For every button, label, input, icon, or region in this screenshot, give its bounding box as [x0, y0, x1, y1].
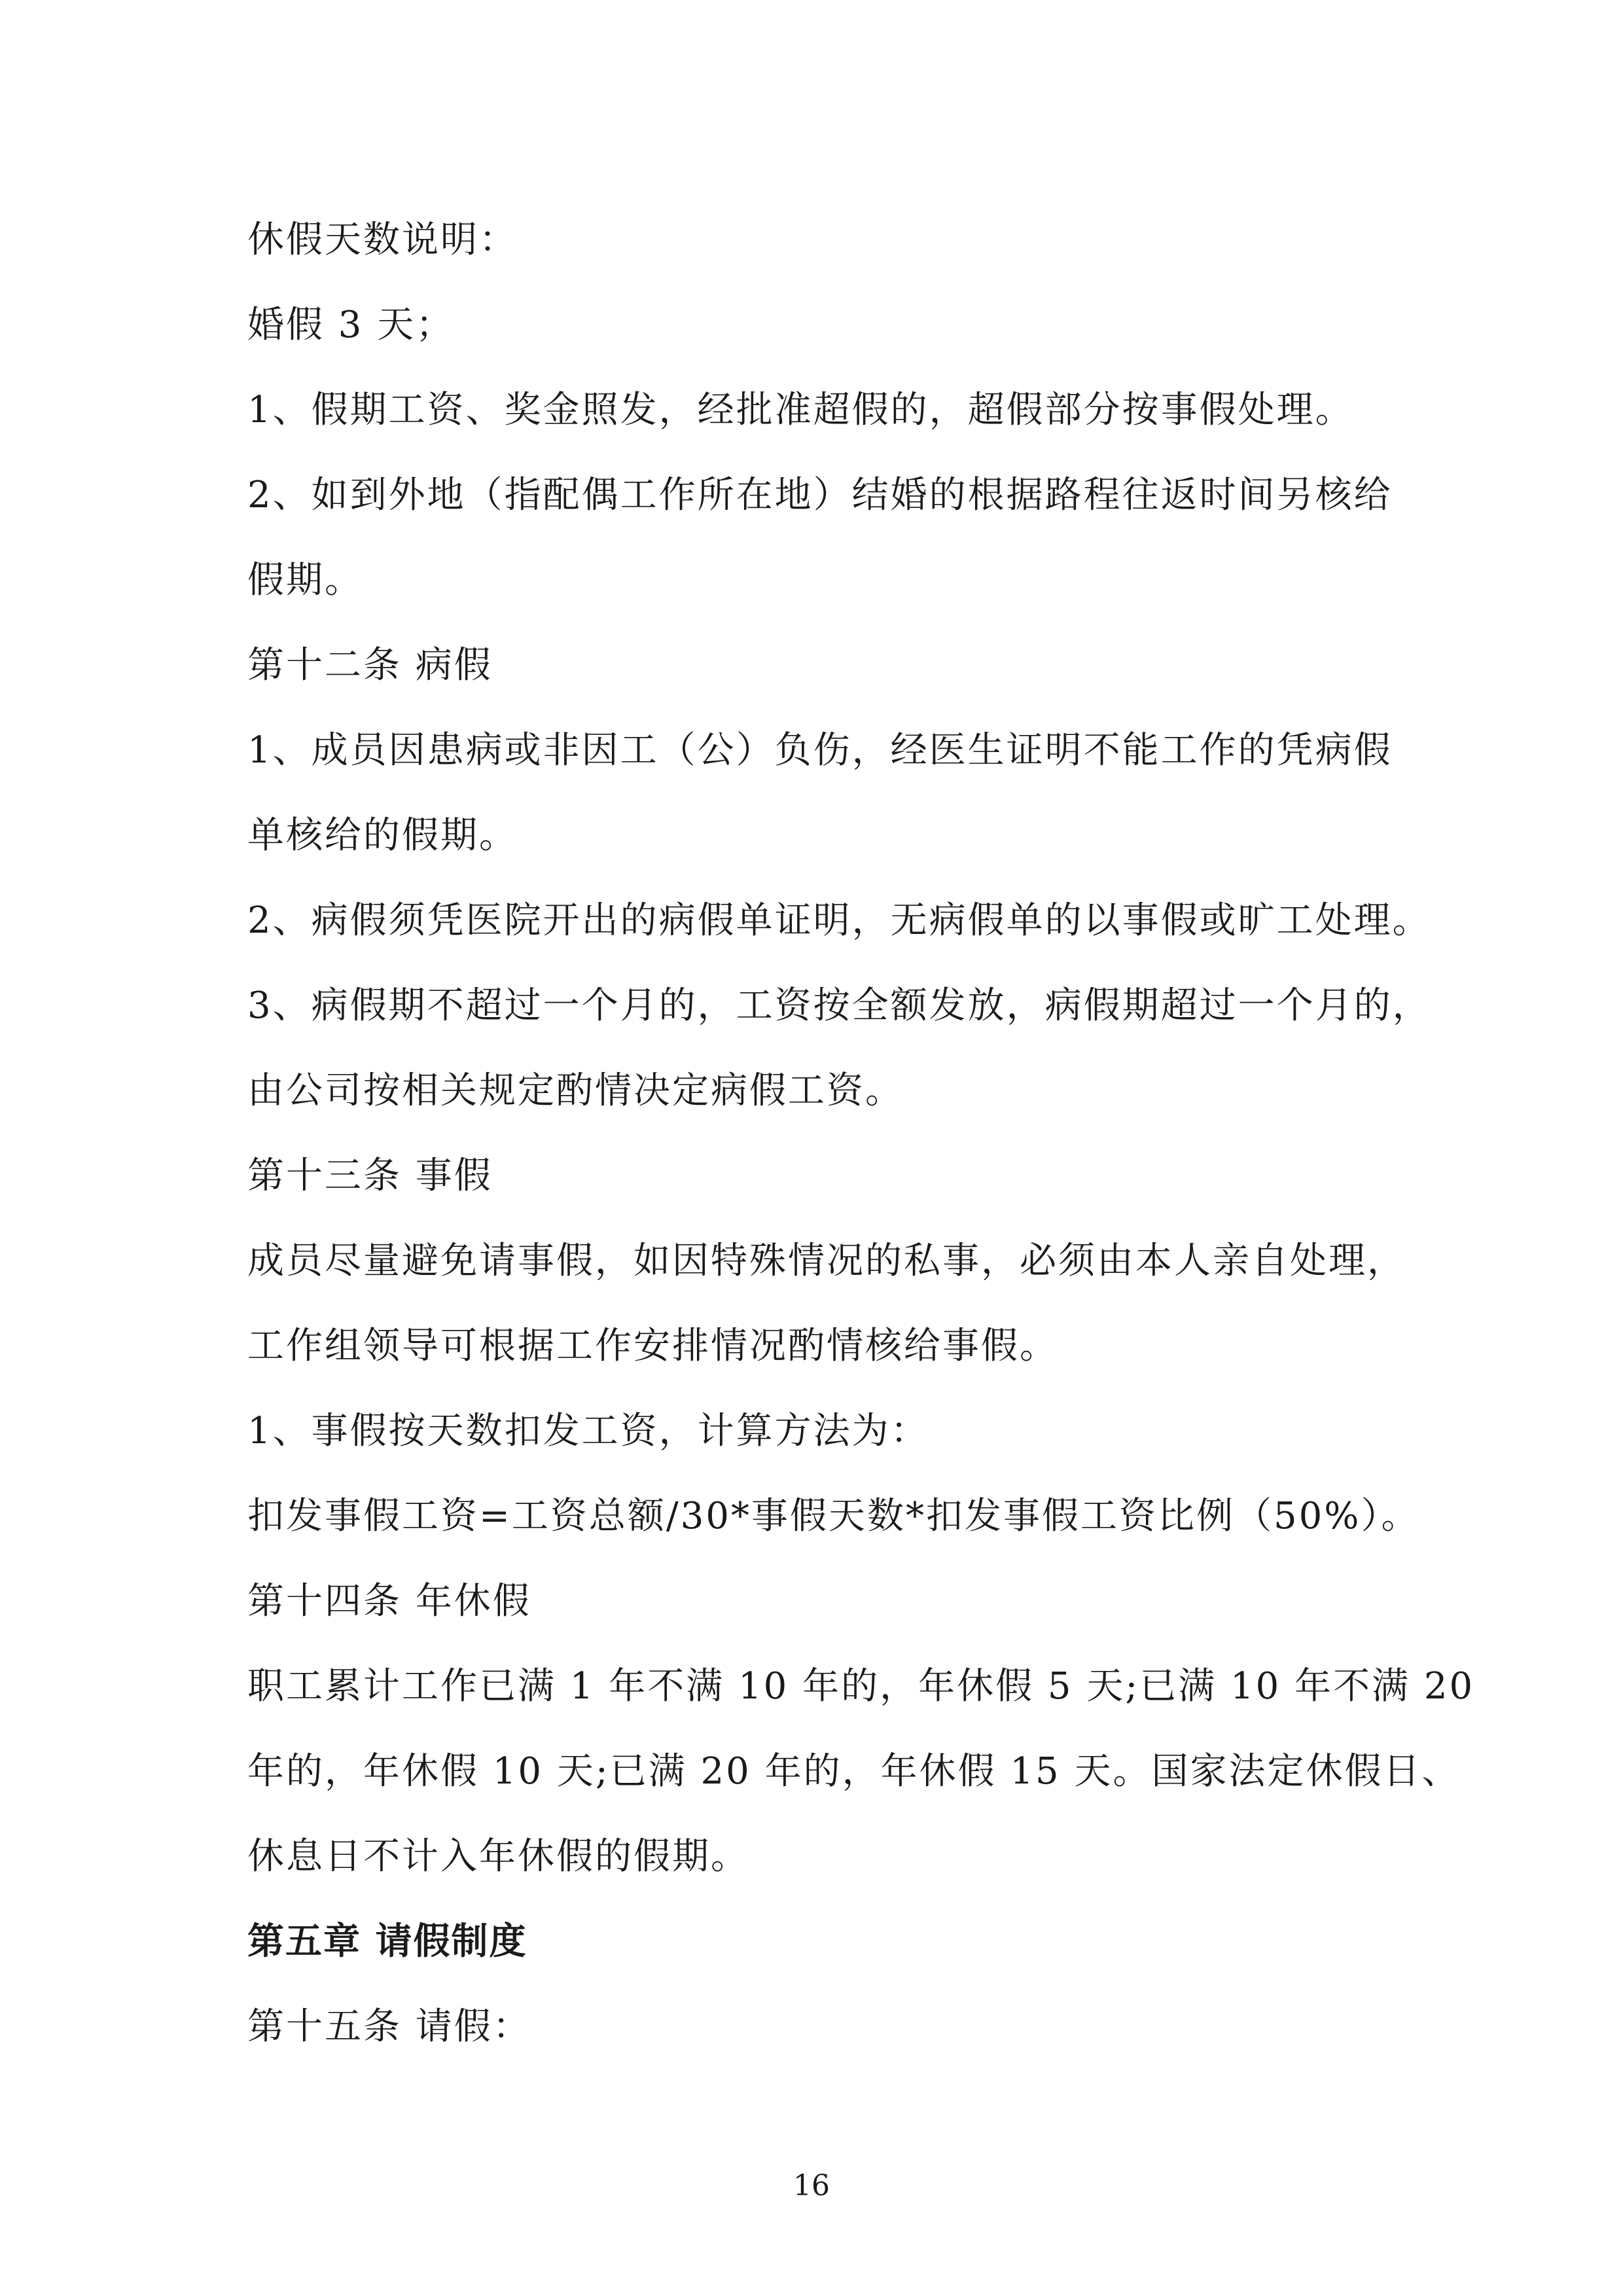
text-line: 年的，年休假 10 天;已满 20 年的，年休假 15 天。国家法定休假日、 — [247, 1750, 1461, 1793]
chapter-heading: 第五章 请假制度 — [247, 1920, 527, 1963]
text-line: 单核给的假期。 — [247, 814, 518, 857]
text-line: 由公司按相关规定酌情决定病假工资。 — [247, 1069, 904, 1112]
text-line: 婚假 3 天； — [247, 304, 455, 346]
formula-line: 扣发事假工资=工资总额/30*事假天数*扣发事假工资比例（50%）。 — [247, 1495, 1420, 1537]
section-article-12: 第十二条 病假 — [247, 644, 493, 687]
text-line: 成员尽量避免请事假，如因特殊情况的私事，必须由本人亲自处理， — [247, 1240, 1406, 1282]
text-line: 休息日不计入年休假的假期。 — [247, 1835, 749, 1878]
section-article-15: 第十五条 请假： — [247, 2005, 531, 2048]
text-line: 2、病假须凭医院开出的病假单证明，无病假单的以事假或旷工处理。 — [247, 899, 1431, 942]
text-line: 1、成员因患病或非因工（公）负伤，经医生证明不能工作的凭病假 — [247, 729, 1393, 772]
page-number: 16 — [793, 2169, 830, 2202]
text-line: 2、如到外地（指配偶工作所在地）结婚的根据路程往返时间另核给 — [247, 474, 1393, 516]
text-line: 3、病假期不超过一个月的，工资按全额发放，病假期超过一个月的， — [247, 984, 1431, 1027]
text-line: 1、事假按天数扣发工资，计算方法为： — [247, 1410, 929, 1452]
text-line: 休假天数说明： — [247, 219, 518, 261]
text-line: 工作组领导可根据工作安排情况酌情核给事假。 — [247, 1325, 1058, 1367]
text-line: 职工累计工作已满 1 年不满 10 年的，年休假 5 天;已满 10 年不满 20 — [247, 1665, 1475, 1708]
text-line: 假期。 — [247, 559, 363, 601]
text-line: 1、假期工资、奖金照发，经批准超假的，超假部分按事假处理。 — [247, 389, 1354, 431]
section-article-14: 第十四条 年休假 — [247, 1580, 531, 1623]
section-article-13: 第十三条 事假 — [247, 1155, 493, 1197]
